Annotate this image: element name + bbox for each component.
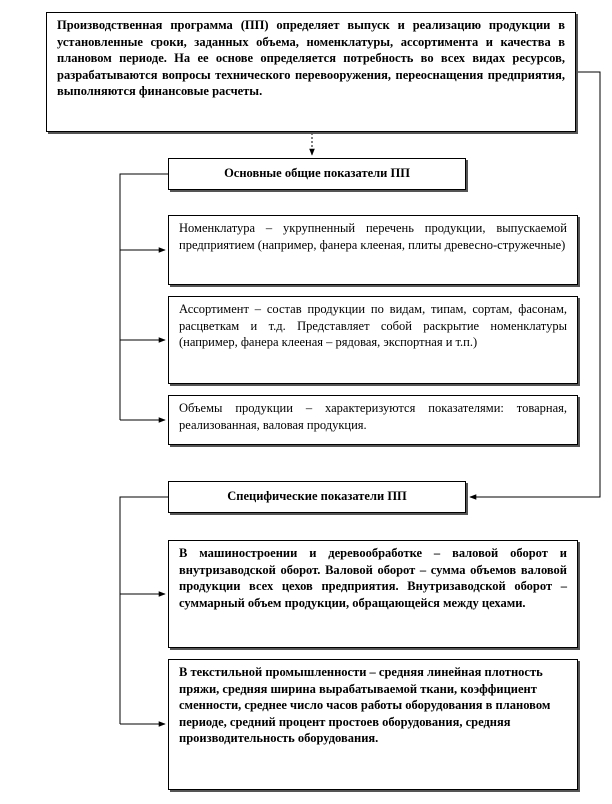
textile-industry-box	[168, 659, 578, 790]
nomenclature-text: Номенклатура – укрупненный перечень продукции, выпускаемой предприятием (например, фанера клееная, плиты древесно-стружечные)	[179, 221, 567, 252]
production-volume-text: Объемы продукции – характеризуются показателями: товарная, реализованная, валовая продукция.	[179, 401, 567, 432]
main-definition-box	[46, 12, 576, 132]
specific-indicators-title-box	[168, 481, 466, 513]
textile-industry-text: В текстильной промышленности – средняя линейная плотность пряжи, средняя ширина вырабатываемой ткани, коэффициент сменности, среднее число часов работы оборудования в плановом периоде, средний процент простоев оборудования, средняя производительность оборудования.	[179, 665, 551, 745]
general-indicators-title-box	[168, 158, 466, 190]
machinery-woodworking-text: В машиностроении и деревообработке – валовой оборот и внутризаводской оборот. Валовой оборот – сумма объемов валовой продукции всех цехов предприятия. Внутризаводской оборот – суммарный объем продукции, обращающейся между цехами.	[179, 546, 567, 610]
nomenclature-box	[168, 215, 578, 285]
assortment-text: Ассортимент – состав продукции по видам, типам, сортам, фасонам, расцветкам и т.д. Представляет собой раскрытие номенклатуры (например, фанера клееная – рядовая, экспортная и т.п.)	[179, 302, 567, 349]
specific-bracket-line	[120, 497, 168, 724]
specific-indicators-title: Специфические показатели ПП	[227, 489, 407, 503]
general-bracket-line	[120, 174, 168, 420]
main-definition-text: Производственная программа (ПП) определяет выпуск и реализацию продукции в установленные сроки, заданных объема, номенклатуры, ассортимента и качества в плановом периоде. На ее основе определяется потребность во всех видах ресурсов, разрабатываются вопросы технического перевооружения, переоснащения предприятия, выполняются финансовые расчеты.	[57, 18, 565, 98]
assortment-box	[168, 296, 578, 384]
machinery-woodworking-box	[168, 540, 578, 648]
production-volume-box	[168, 395, 578, 445]
general-indicators-title: Основные общие показатели ПП	[224, 166, 410, 180]
